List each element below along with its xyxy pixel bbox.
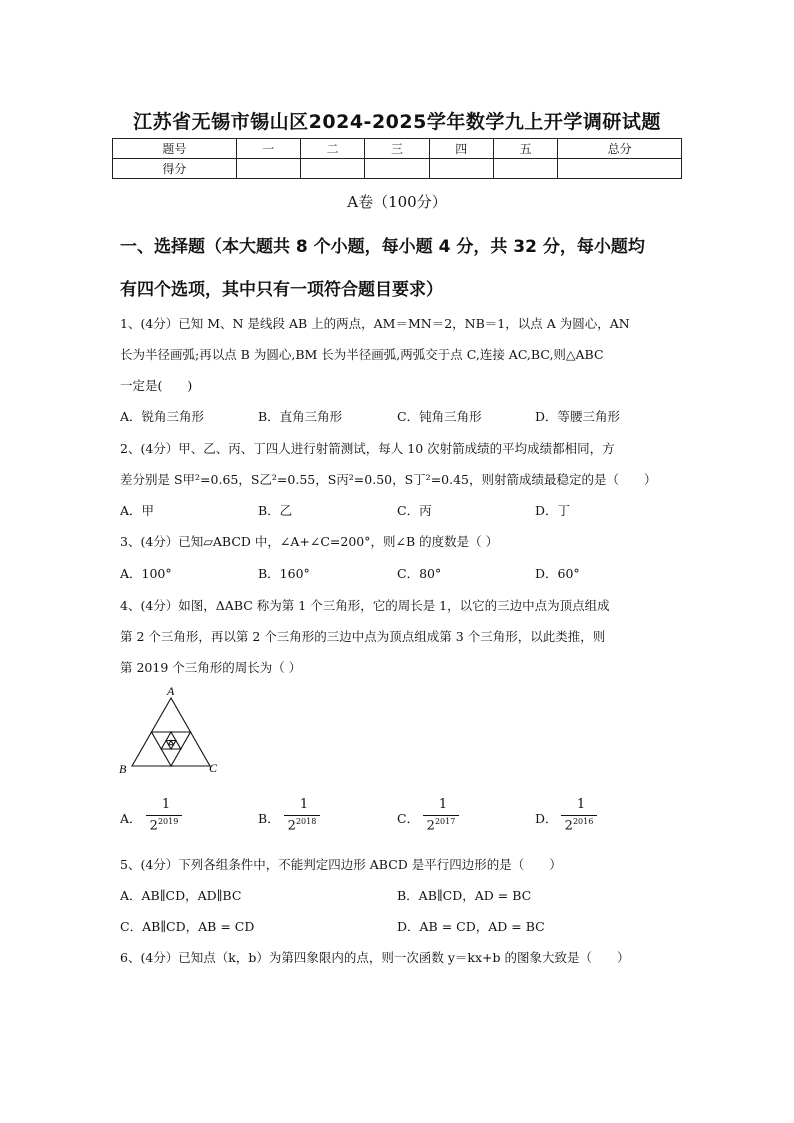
q1-line2: 长为半径画弧;再以点 B 为圆心,BM 长为半径画弧,两弧交于点 C,连接 AC,BC,则△ABC — [120, 347, 604, 362]
q5-option-b[interactable]: B．AB∥CD，AD = BC — [397, 888, 532, 903]
score-table-header-cell: 二 — [300, 139, 364, 159]
score-table-header-cell: 三 — [365, 139, 429, 159]
option-label: C． — [397, 811, 420, 826]
volume-heading: A卷（100分） — [347, 193, 447, 211]
q5-option-c[interactable]: C．AB∥CD，AB = CD — [120, 919, 255, 934]
option-label: D． — [535, 811, 558, 826]
score-cell[interactable] — [558, 159, 682, 179]
nested-triangles-figure — [116, 684, 226, 776]
vertex-label-c: C — [209, 761, 218, 775]
q2-option-d[interactable]: D．丁 — [535, 503, 571, 518]
q4-line1: 4、(4分）如图，ΔABC 称为第 1 个三角形，它的周长是 1，以它的三边中点为顶点组成 — [120, 598, 610, 613]
q1-option-c[interactable]: C．钝角三角形 — [397, 409, 482, 424]
score-row-label: 得分 — [113, 159, 237, 179]
q2-option-c[interactable]: C．丙 — [397, 503, 432, 518]
triangle-5 — [169, 741, 174, 745]
fraction-denominator: $2^{2016}$ — [564, 817, 594, 834]
score-cell[interactable] — [236, 159, 300, 179]
score-table — [112, 138, 682, 179]
q3-option-a[interactable]: A．100° — [120, 566, 172, 581]
vertex-label-a: A — [167, 684, 175, 698]
section-heading-line1: 一、选择题（本大题共 8 个小题，每小题 4 分，共 32 分，每小题均 — [120, 237, 645, 257]
q6-line1: 6、(4分）已知点（k，b）为第四象限内的点，则一次函数 y＝kx+b 的图象大致是（ ） — [120, 950, 630, 965]
q2-option-b[interactable]: B．乙 — [258, 503, 293, 518]
q3-line1: 3、(4分）已知▱ABCD 中，∠A+∠C=200°，则∠B 的度数是（ ） — [120, 534, 499, 549]
score-table-header-cell: 总分 — [558, 139, 682, 159]
section-heading-line2: 有四个选项，其中只有一项符合题目要求） — [120, 280, 443, 300]
fraction-numerator: 1 — [161, 797, 171, 812]
option-label: B． — [258, 811, 280, 826]
q5-option-d[interactable]: D．AB = CD，AD = BC — [397, 919, 545, 934]
q2-line1: 2、(4分）甲、乙、丙、丁四人进行射箭测试，每人 10 次射箭成绩的平均成绩都相同，方 — [120, 441, 615, 456]
q1-option-d[interactable]: D．等腰三角形 — [535, 409, 621, 424]
score-cell[interactable] — [493, 159, 557, 179]
q1-line3: 一定是( ) — [120, 378, 193, 393]
score-table-header-cell: 题号 — [113, 139, 237, 159]
fraction-bar — [561, 815, 597, 816]
q3-option-d[interactable]: D．60° — [535, 566, 580, 581]
score-table-header-cell: 四 — [429, 139, 493, 159]
vertex-label-b: B — [119, 762, 127, 776]
score-cell[interactable] — [429, 159, 493, 179]
fraction-numerator: 1 — [299, 797, 309, 812]
fraction-bar — [423, 815, 459, 816]
score-table-header-cell: 五 — [493, 139, 557, 159]
q4-options — [120, 797, 680, 837]
q3-option-c[interactable]: C．80° — [397, 566, 442, 581]
score-table-header-cell: 一 — [236, 139, 300, 159]
q1-option-a[interactable]: A．锐角三角形 — [120, 409, 205, 424]
q3-option-b[interactable]: B．160° — [258, 566, 310, 581]
option-label: A． — [120, 811, 142, 826]
score-cell[interactable] — [365, 159, 429, 179]
q2-option-a[interactable]: A．甲 — [120, 503, 155, 518]
fraction-denominator: $2^{2017}$ — [426, 817, 456, 834]
fraction-numerator: 1 — [576, 797, 586, 812]
score-table-header-row — [113, 139, 682, 159]
fraction-denominator: $2^{2019}$ — [149, 817, 179, 834]
q5-option-a[interactable]: A．AB∥CD，AD∥BC — [120, 888, 242, 903]
q2-line2: 差分别是 S甲²=0.65，S乙²=0.55，S丙²=0.50，S丁²=0.45，则射箭成绩最稳定的是（ ） — [120, 472, 657, 487]
fraction-denominator: $2^{2018}$ — [287, 817, 317, 834]
q1-option-b[interactable]: B．直角三角形 — [258, 409, 343, 424]
exam-title: 江苏省无锡市锡山区2024-2025学年数学九上开学调研试题 — [133, 111, 661, 133]
fraction-bar — [146, 815, 182, 816]
q5-line1: 5、(4分）下列各组条件中，不能判定四边形 ABCD 是平行四边形的是（ ） — [120, 857, 562, 872]
q4-line3: 第 2019 个三角形的周长为（ ） — [120, 660, 302, 675]
q1-line1: 1、(4分）已知 M、N 是线段 AB 上的两点，AM＝MN＝2，NB＝1，以点 A 为圆心，AN — [120, 316, 630, 331]
fraction-numerator: 1 — [438, 797, 448, 812]
score-cell[interactable] — [300, 159, 364, 179]
fraction-bar — [284, 815, 320, 816]
score-table-row — [113, 159, 682, 179]
q4-line2: 第 2 个三角形，再以第 2 个三角形的三边中点为顶点组成第 3 个三角形，以此类推，则 — [120, 629, 606, 644]
